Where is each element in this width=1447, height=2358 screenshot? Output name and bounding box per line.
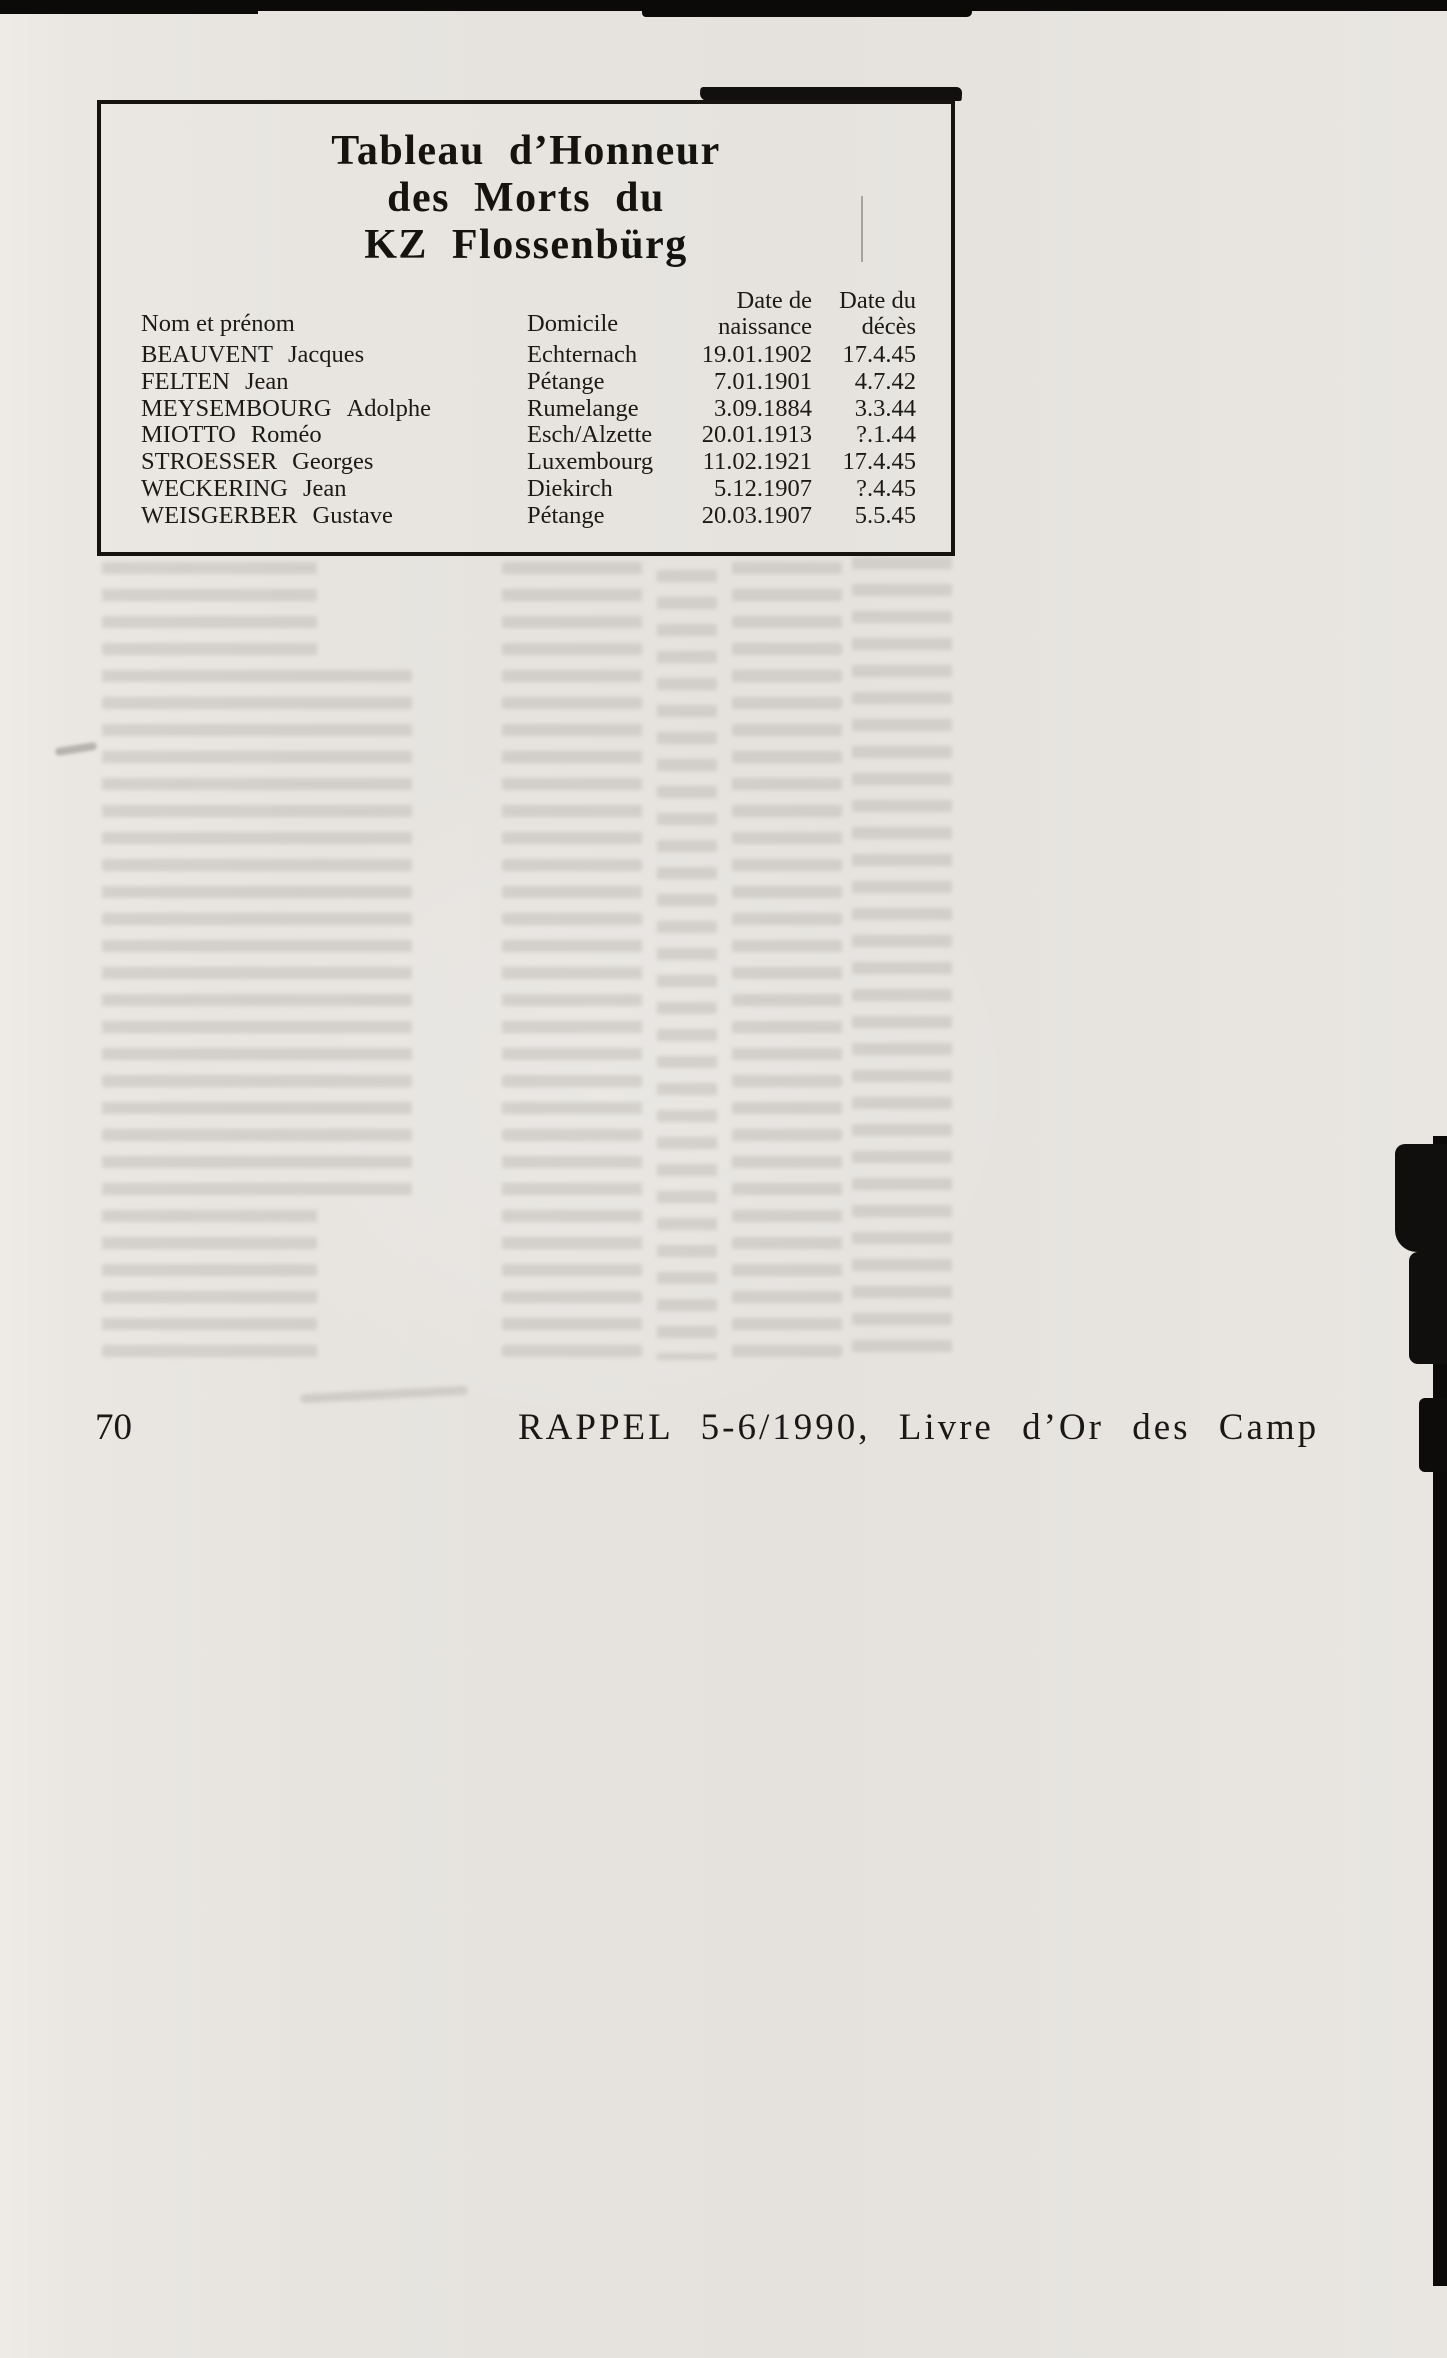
cell-domicile: Esch/Alzette: [527, 421, 653, 449]
cell-surname: BEAUVENT: [141, 341, 274, 368]
table-row: [101, 422, 951, 449]
cell-name: [141, 449, 373, 476]
cell-birth-date: 20.03.1907: [701, 501, 812, 529]
ghost-column-domicile: [502, 562, 642, 1367]
table-row: [101, 369, 951, 396]
scan-smudge-top-right: [700, 87, 963, 101]
cell-firstname: Adolphe: [346, 394, 431, 422]
scan-edge-top-middle: [642, 0, 972, 17]
memorial-title: [101, 128, 951, 269]
cell-domicile: Echternach: [527, 341, 638, 368]
footer-citation: RAPPEL 5-6/1990, Livre d’Or des Camp: [518, 1407, 1320, 1448]
table-row: [101, 449, 951, 476]
cell-death-date: 17.4.45: [842, 341, 916, 368]
cell-death-date: ?.4.45: [856, 474, 916, 502]
cell-name: [141, 396, 431, 423]
cell-domicile: Rumelange: [527, 394, 639, 422]
header-death-line-1: Date du: [839, 287, 916, 314]
header-name: Nom et prénom: [141, 310, 295, 337]
cell-surname: STROESSER: [141, 448, 278, 476]
cell-surname: MEYSEMBOURG: [141, 394, 332, 422]
cell-domicile: Pétange: [527, 501, 605, 529]
header-death-line-2: décès: [861, 313, 916, 340]
cell-name: [141, 503, 393, 530]
cell-firstname: Roméo: [250, 421, 322, 449]
cell-domicile: Luxembourg: [527, 448, 654, 476]
ghost-column-dates-far: [852, 557, 952, 1367]
cell-birth-date: 20.01.1913: [701, 421, 812, 449]
ghost-column-names-ext: [317, 670, 412, 1210]
cell-birth-date: 5.12.1907: [714, 474, 812, 502]
table-row: [101, 503, 951, 530]
cell-domicile: Diekirch: [527, 474, 613, 502]
header-domicile: Domicile: [527, 310, 619, 337]
cell-firstname: Georges: [292, 448, 374, 476]
cell-birth-date: 19.01.1902: [701, 341, 812, 368]
memorial-table-box: [97, 100, 955, 556]
cell-firstname: Jean: [244, 367, 289, 395]
table-row: [101, 342, 951, 369]
table-row: [101, 476, 951, 503]
column-headers: [101, 282, 951, 340]
cell-name: [141, 342, 364, 369]
cell-death-date: 5.5.45: [854, 501, 916, 529]
ghost-column-names: [102, 562, 317, 1367]
cell-surname: FELTEN: [141, 367, 230, 395]
ghost-script-mark: [300, 1386, 468, 1404]
ghost-column-numbers: [657, 570, 717, 1360]
cell-birth-date: 7.01.1901: [714, 367, 812, 395]
footer-page-number: 70: [95, 1407, 132, 1448]
title-line-2: des Morts du: [387, 175, 665, 221]
pencil-mark: [55, 742, 98, 756]
header-birth-line-2: naissance: [718, 313, 812, 340]
cell-name: [141, 476, 347, 503]
memorial-rows: [101, 342, 951, 530]
ghost-column-dates: [732, 562, 842, 1362]
cell-surname: WECKERING: [141, 474, 288, 502]
bleedthrough-ghost-text: [102, 562, 1022, 1377]
cell-firstname: Jacques: [288, 341, 365, 368]
cell-name: [141, 422, 322, 449]
cell-firstname: Jean: [302, 474, 347, 502]
cell-firstname: Gustave: [312, 501, 393, 529]
cell-death-date: ?.1.44: [856, 421, 916, 449]
cell-birth-date: 11.02.1921: [702, 448, 812, 476]
title-line-1: Tableau d’Honneur: [331, 128, 721, 174]
table-row: [101, 396, 951, 423]
cell-death-date: 3.3.44: [854, 394, 916, 422]
cell-birth-date: 3.09.1884: [714, 394, 812, 422]
cell-death-date: 4.7.42: [854, 367, 916, 395]
cell-surname: WEISGERBER: [141, 501, 298, 529]
scan-edge-top-left: [0, 0, 258, 14]
cell-domicile: Pétange: [527, 367, 605, 395]
cell-name: [141, 369, 288, 396]
scan-blob-right-upper: [1395, 1144, 1447, 1252]
header-birth-line-1: Date de: [736, 287, 812, 314]
scan-blob-right-lower: [1409, 1252, 1447, 1364]
title-line-3: KZ Flossenbürg: [364, 222, 688, 268]
cell-surname: MIOTTO: [141, 421, 236, 449]
header-death-date: [737, 288, 916, 340]
scan-mark-footer-right: [1419, 1398, 1447, 1472]
cell-death-date: 17.4.45: [842, 448, 916, 476]
